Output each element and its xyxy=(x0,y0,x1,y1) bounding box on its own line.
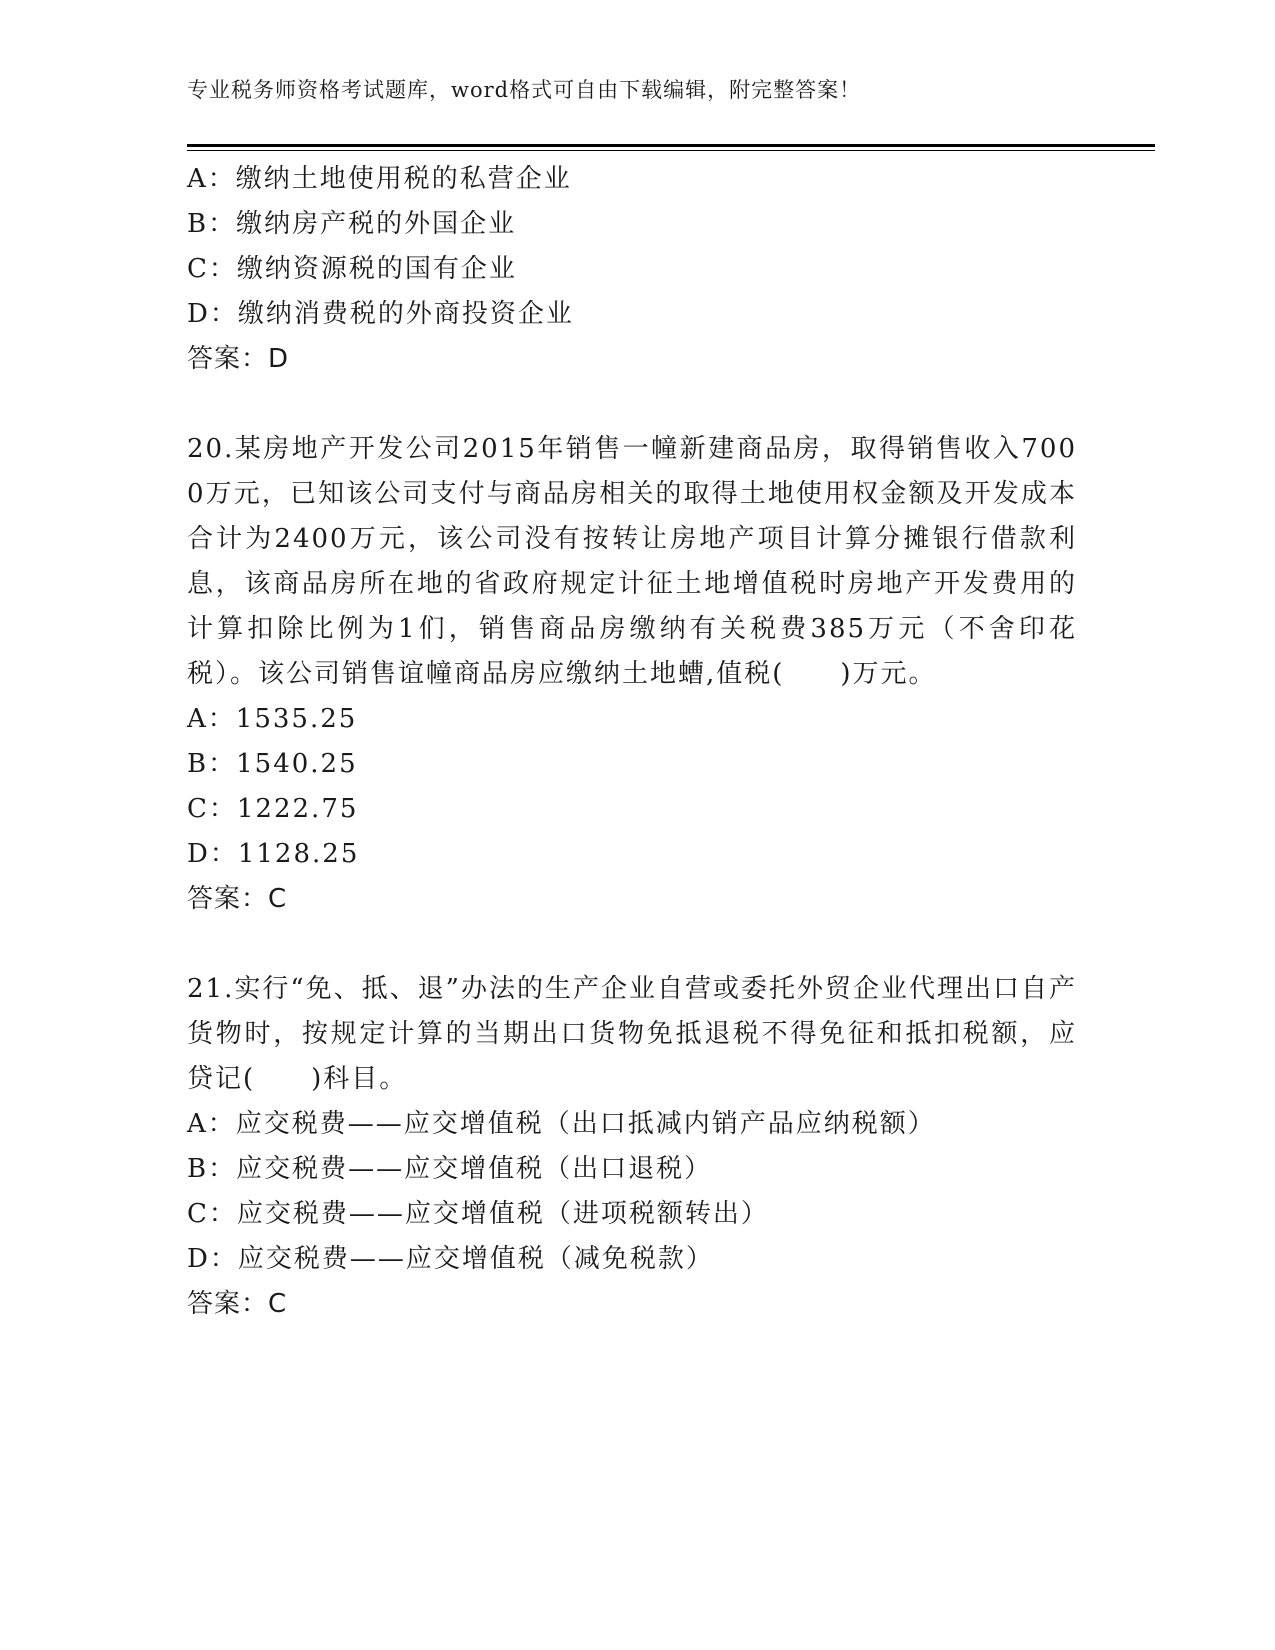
header-rule-thick xyxy=(187,144,1155,147)
q19-option-a: A：缴纳土地使用税的私营企业 xyxy=(187,164,572,194)
header-rule-thin xyxy=(187,150,1155,151)
q21-option-d: D：应交税费——应交增值税（减免税款） xyxy=(187,1244,714,1274)
q20-option-b: B：1540.25 xyxy=(187,749,358,779)
question-19 xyxy=(187,157,1077,382)
q20-answer: 答案：C xyxy=(187,884,288,914)
q20-question-text: 20.某房地产开发公司2015年销售一幢新建商品房，取得销售收入7000万元，已知该公司支付与商品房相关的取得土地使用权金额及开发成本合计为2400万元，该公司没有按转让房地产项目计算分摊银行借款利息，该商品房所在地的省政府规定计征土地增值税时房地产开发费用的计算扣除比例为1们，销售商品房缴纳有关税费385万元（不舍印花税）。该公司销售谊幢商品房应缴纳土地螬,值税( )万元。 xyxy=(187,434,1077,689)
q20-option-c: C：1222.75 xyxy=(187,794,359,824)
q19-option-b: B：缴纳房产税的外国企业 xyxy=(187,209,517,239)
q20-option-d: D：1128.25 xyxy=(187,839,360,869)
q20-option-a: A：1535.25 xyxy=(187,704,358,734)
q19-answer: 答案：D xyxy=(187,344,290,374)
q19-option-c: C：缴纳资源税的国有企业 xyxy=(187,254,517,284)
q21-option-a: A：应交税费——应交增值税（出口抵减内销产品应纳税额） xyxy=(187,1109,936,1139)
q21-question-text: 21.实行“免、抵、退”办法的生产企业自营或委托外贸企业代理出口自产货物时，按规定计算的当期出口货物免抵退税不得免征和抵扣税额，应贷记( )科目。 xyxy=(187,974,1077,1094)
spacer xyxy=(187,382,1077,427)
q21-option-c: C：应交税费——应交增值税（进项税额转出） xyxy=(187,1199,769,1229)
page-header: 专业税务师资格考试题库，word格式可自由下载编辑，附完整答案！ xyxy=(187,78,862,102)
q21-option-b: B：应交税费——应交增值税（出口退税） xyxy=(187,1154,713,1184)
q19-option-d: D：缴纳消费税的外商投资企业 xyxy=(187,299,574,329)
question-20 xyxy=(187,427,1077,922)
q21-answer: 答案：C xyxy=(187,1289,288,1319)
question-21 xyxy=(187,967,1077,1327)
document-body xyxy=(187,157,1077,1327)
spacer xyxy=(187,922,1077,967)
